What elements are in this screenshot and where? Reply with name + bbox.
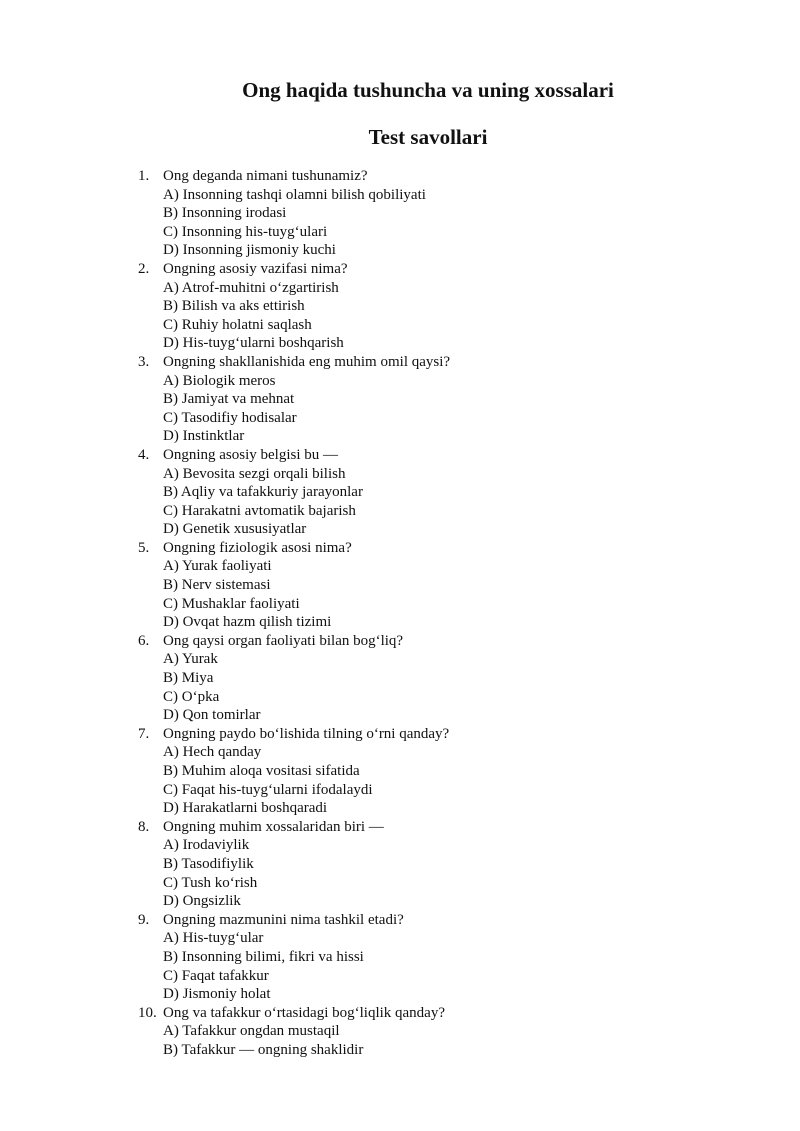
- question-number: 5.: [138, 539, 150, 556]
- option-a: A) Hech qanday: [163, 744, 262, 761]
- option-d: D) Insonning jismoniy kuchi: [163, 242, 336, 259]
- question-number: 1.: [138, 168, 150, 184]
- option-c: C) Mushaklar faoliyati: [163, 595, 300, 612]
- option-d: D) Instinktlar: [163, 428, 245, 445]
- option-list: [138, 186, 450, 260]
- option-c: C) Faqat tafakkur: [163, 967, 269, 984]
- question-number: 3.: [138, 353, 150, 370]
- option-d: D) His-tuyg‘ularni boshqarish: [163, 335, 344, 352]
- option-a: A) Atrof-muhitni o‘zgartirish: [163, 279, 339, 296]
- option-list: [138, 650, 450, 724]
- question-text: Ongning shakllanishida eng muhim omil qaysi?: [163, 353, 451, 370]
- option-c: C) Faqat his-tuyg‘ularni ifodalaydi: [163, 781, 373, 798]
- option-b: B) Tafakkur — ongning shaklidir: [163, 1041, 364, 1058]
- question-number: 2.: [138, 260, 150, 277]
- option-a: A) Tafakkur ongdan mustaqil: [163, 1023, 340, 1040]
- option-list: [138, 1022, 450, 1059]
- question-number: 7.: [138, 725, 150, 742]
- option-c: C) Ruhiy holatni saqlash: [163, 316, 312, 333]
- option-b: B) Nerv sistemasi: [163, 577, 271, 594]
- option-d: D) Harakatlarni boshqaradi: [163, 800, 328, 817]
- question-text: Ong deganda nimani tushunamiz?: [163, 168, 368, 184]
- question-text: Ongning fiziologik asosi nima?: [163, 539, 352, 556]
- question-list: [138, 167, 450, 1060]
- option-b: B) Bilish va aks ettirish: [163, 298, 305, 315]
- option-c: C) Tush ko‘rish: [163, 874, 258, 891]
- option-list: [138, 279, 450, 353]
- question-number: 9.: [138, 911, 150, 928]
- option-list: [138, 557, 450, 631]
- question-text: Ongning asosiy belgisi bu —: [163, 446, 338, 463]
- option-c: C) Tasodifiy hodisalar: [163, 409, 297, 426]
- document-title: Ong haqida tushuncha va uning xossalari: [242, 78, 614, 102]
- option-a: A) His-tuyg‘ular: [163, 930, 264, 947]
- option-a: A) Yurak faoliyati: [163, 558, 272, 575]
- option-list: [138, 836, 450, 910]
- question-text: Ongning asosiy vazifasi nima?: [163, 260, 348, 277]
- option-a: A) Insonning tashqi olamni bilish qobiliyati: [163, 186, 426, 203]
- option-b: B) Muhim aloqa vositasi sifatida: [163, 763, 360, 779]
- option-a: A) Irodaviylik: [163, 837, 250, 854]
- question-8: [138, 818, 450, 911]
- option-c: C) Harakatni avtomatik bajarish: [163, 502, 356, 519]
- option-b: B) Tasodifiylik: [163, 855, 254, 872]
- option-b: B) Aqliy va tafakkuriy jarayonlar: [163, 484, 363, 501]
- option-b: B) Miya: [163, 670, 214, 687]
- question-10: [138, 1004, 450, 1060]
- question-1: [138, 167, 450, 260]
- question-6: [138, 632, 450, 725]
- option-a: A) Bevosita sezgi orqali bilish: [163, 465, 346, 482]
- option-b: B) Insonning irodasi: [163, 205, 287, 222]
- option-c: C) O‘pka: [163, 688, 220, 705]
- option-d: D) Ongsizlik: [163, 893, 241, 910]
- question-2: [138, 260, 450, 353]
- question-text: Ongning paydo bo‘lishida tilning o‘rni qanday?: [163, 725, 450, 742]
- question-text: Ongning muhim xossalaridan biri —: [163, 818, 384, 835]
- document-subtitle: Test savollari: [368, 125, 488, 149]
- option-c: C) Insonning his-tuyg‘ulari: [163, 223, 328, 240]
- question-7: [138, 725, 450, 818]
- question-text: Ong qaysi organ faoliyati bilan bog‘liq?: [163, 632, 404, 649]
- question-3: [138, 353, 450, 446]
- option-a: A) Biologik meros: [163, 372, 276, 389]
- option-d: D) Jismoniy holat: [163, 986, 271, 1003]
- question-number: 10.: [138, 1004, 157, 1021]
- option-list: [138, 743, 450, 817]
- question-number: 4.: [138, 446, 150, 463]
- option-b: B) Jamiyat va mehnat: [163, 391, 295, 408]
- option-list: [138, 372, 450, 446]
- option-d: D) Qon tomirlar: [163, 707, 261, 724]
- question-9: [138, 911, 450, 1004]
- question-number: 8.: [138, 818, 150, 835]
- question-number: 6.: [138, 632, 150, 649]
- question-5: [138, 539, 450, 632]
- option-list: [138, 465, 450, 539]
- option-d: D) Ovqat hazm qilish tizimi: [163, 614, 332, 631]
- option-a: A) Yurak: [163, 651, 218, 668]
- option-b: B) Insonning bilimi, fikri va hissi: [163, 948, 364, 965]
- question-text: Ongning mazmunini nima tashkil etadi?: [163, 911, 404, 928]
- question-4: [138, 446, 450, 539]
- question-text: Ong va tafakkur o‘rtasidagi bog‘liqlik qanday?: [163, 1004, 445, 1021]
- option-list: [138, 929, 450, 1003]
- option-d: D) Genetik xususiyatlar: [163, 521, 307, 538]
